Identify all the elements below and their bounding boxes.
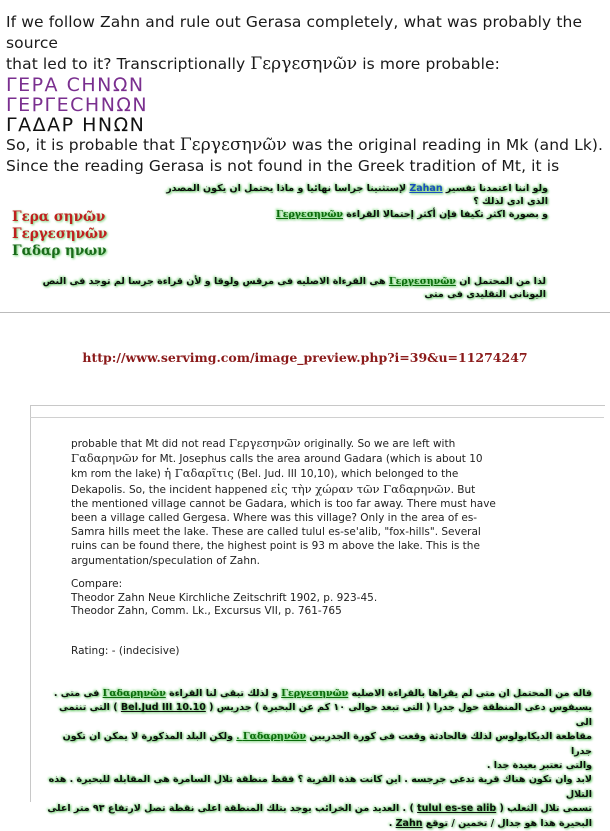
name-highlight: Zahan bbox=[409, 183, 443, 194]
arabic-text: قاله من المحتمل ان متى لم يقراها بالقراءة الاصليه bbox=[348, 688, 592, 699]
greek-word: Γεργεσηνῶν bbox=[250, 54, 358, 74]
compare-label: Compare: bbox=[71, 578, 123, 590]
arabic-translation-bottom bbox=[46, 687, 592, 831]
excerpt-line bbox=[6, 54, 604, 75]
excerpt-text: Since the reading Gerasa is not found in the Greek tradition of Mt, it is bbox=[6, 157, 560, 175]
reference-highlight: Bel.Jud III 10.10 bbox=[120, 702, 206, 714]
greek-readings-list bbox=[12, 209, 107, 260]
reference: Theodor Zahn, Comm. Lk., Excursus VII, p. 761-765 bbox=[71, 605, 342, 617]
divider bbox=[0, 312, 610, 313]
excerpt-line: the mentioned village cannot be Gadara, which is too far away. There must have bbox=[71, 497, 496, 510]
greek-reading: Γαδαρ ηνων bbox=[12, 243, 107, 259]
excerpt-text: If we follow Zahn and rule out Gerasa completely, what was probably the source bbox=[6, 13, 583, 52]
arabic-line bbox=[46, 730, 592, 759]
greek-reading: Γερα σηνῶν bbox=[12, 209, 106, 225]
arabic-text: ولكن البلد المذكورة لا يمكن ان تكون جدرا bbox=[62, 731, 592, 757]
greek-word: Γεργεσηνῶν bbox=[388, 276, 456, 287]
excerpt-line bbox=[71, 451, 591, 466]
arabic-text: . bbox=[388, 817, 396, 829]
arabic-text: البحيرة هذا هو جدال / تخمين / توقع bbox=[422, 817, 592, 829]
excerpt-text: originally. So we are left with bbox=[300, 438, 456, 450]
greek-word: Γεργεσηνῶν bbox=[179, 135, 287, 155]
excerpt-text: for Mt. Josephus calls the area around Gadara (which is about 10 bbox=[138, 453, 483, 466]
arabic-line bbox=[150, 208, 548, 221]
greek-word: Γεργεσηνῶν bbox=[275, 209, 343, 220]
arabic-line bbox=[46, 687, 592, 701]
arabic-text: تسمى تلال الثعلب ( bbox=[496, 803, 592, 815]
arabic-translation-mid bbox=[10, 275, 546, 301]
excerpt-text: . But bbox=[450, 483, 476, 496]
excerpt-line bbox=[71, 436, 591, 451]
excerpt-line: argumentation/speculation of Zahn. bbox=[71, 554, 260, 567]
greek-word: Γεργεσηνῶν bbox=[281, 688, 349, 699]
arabic-text: ) . العديد من الخرائب يوجد بتلك المنطقة اعلى نقطة تصل لارتفاع ٩٣ متر اعلى bbox=[47, 803, 418, 815]
rating: Rating: - (indecisive) bbox=[71, 645, 180, 657]
arabic-translation-top bbox=[150, 182, 548, 221]
arabic-line: والتى تعتبر بعيدة جدا . bbox=[486, 760, 592, 772]
source-url[interactable]: http://www.servimg.com/image_preview.php?i=39&u=11274247 bbox=[82, 350, 528, 365]
uncial-reading: ΓΕΡΓΕСΗΝΩΝ bbox=[6, 94, 149, 116]
excerpt-body bbox=[71, 436, 591, 568]
arabic-line bbox=[46, 701, 592, 730]
greek-word: Γαδαρηνῶν bbox=[102, 688, 166, 699]
arabic-text: فى متى . bbox=[53, 688, 103, 699]
excerpt-line: been a village called Gergesa. Where was this village? Only in the area of es- bbox=[71, 512, 478, 525]
excerpt-text: was the original reading in Mk (and Lk). bbox=[286, 136, 604, 154]
arabic-text: ) التى تنتمى الى bbox=[59, 702, 592, 728]
greek-word: Γεργεσηνῶν bbox=[228, 436, 301, 450]
excerpt-line bbox=[71, 466, 591, 481]
excerpt-text: (Bel. Jud. III 10,10), which belonged to the bbox=[233, 468, 459, 481]
arabic-text: يسيفوس دعى المنطقة حول جدرا ( التى تبعد حوالى ١٠ كم عن البحيرة ) جدريس ( bbox=[205, 702, 592, 714]
arabic-line bbox=[46, 817, 592, 831]
excerpt-line: ruins can be found there, the highest point is 93 m above the lake. This is the bbox=[71, 540, 480, 553]
excerpt-text: km rom the lake) bbox=[71, 468, 165, 481]
excerpt-top bbox=[6, 12, 604, 177]
arabic-text: هى القرءاة الاصليه فى مرقس ولوقا و لأن قراءة جرسا لم توجد فى النص اليونانى التقليدى فى متى bbox=[42, 276, 546, 300]
arabic-text: و بصورة اكثر تكيفا فإن أكثر إحتمالا القراءة bbox=[342, 209, 548, 220]
greek-word: Γαδαρηνῶν bbox=[71, 451, 139, 466]
divider bbox=[30, 417, 604, 418]
excerpt-line bbox=[6, 156, 604, 177]
uncial-reading: ΓΕΡΑ СΗΝΩΝ bbox=[6, 74, 145, 96]
arabic-text: لإستثنينا جراسا نهائيا و ماذا يحتمل ان يكون المصدر الذى ادى لذلك ؟ bbox=[166, 183, 548, 207]
excerpt-text: is more probable: bbox=[357, 55, 500, 73]
greek-word: ἡ Γαδαρῖτις bbox=[164, 466, 234, 481]
excerpt-line: Samra hills meet the lake. These are called tulul es-se'alib, "fox-hills". Several bbox=[71, 526, 481, 539]
excerpt-line bbox=[71, 482, 591, 497]
arabic-line bbox=[46, 802, 592, 816]
excerpt-text: Dekapolis. So, the incident happened bbox=[71, 483, 271, 496]
reference: Theodor Zahn Neue Kirchliche Zeitschrift 1902, p. 923-45. bbox=[71, 591, 378, 604]
arabic-text: و لذلك تبقى لنا القراءة bbox=[165, 688, 282, 699]
arabic-line: لابد وان تكون هناك قرية تدعى جرجسه . اين كانت هذة القرية ؟ فقط منطقة تلال السامرة هى المقابله للبحيرة . هذه التلال bbox=[48, 774, 592, 800]
excerpt-line bbox=[6, 12, 604, 54]
excerpt-text: So, it is probable that bbox=[6, 136, 180, 154]
greek-word: Γαδαρηνῶν . bbox=[236, 731, 307, 743]
uncial-reading: ΓΑΔΑΡ ΗΝΩΝ bbox=[6, 114, 146, 136]
greek-word: εἰς τὴν χώραν τῶν Γαδαρηνῶν bbox=[270, 481, 451, 496]
name-highlight: tulul es-se alib bbox=[417, 803, 497, 815]
arabic-line bbox=[150, 182, 548, 208]
greek-reading: Γεργεσηνῶν bbox=[12, 226, 108, 242]
arabic-text: لذا من المحتمل ان bbox=[455, 276, 546, 287]
excerpt-line bbox=[6, 135, 604, 156]
compare-section bbox=[71, 578, 591, 619]
excerpt-text: that led to it? Transcriptionally bbox=[6, 55, 251, 73]
arabic-text: مقاطعة الديكابولوس لذلك فالحادثة وقعت فى كورة الجدريين bbox=[306, 731, 592, 743]
name-highlight: Zahn bbox=[395, 817, 423, 829]
excerpt-text: probable that Mt did not read bbox=[71, 438, 229, 450]
arabic-text: ولو اننا اعتمدنا تفسير bbox=[442, 183, 548, 194]
